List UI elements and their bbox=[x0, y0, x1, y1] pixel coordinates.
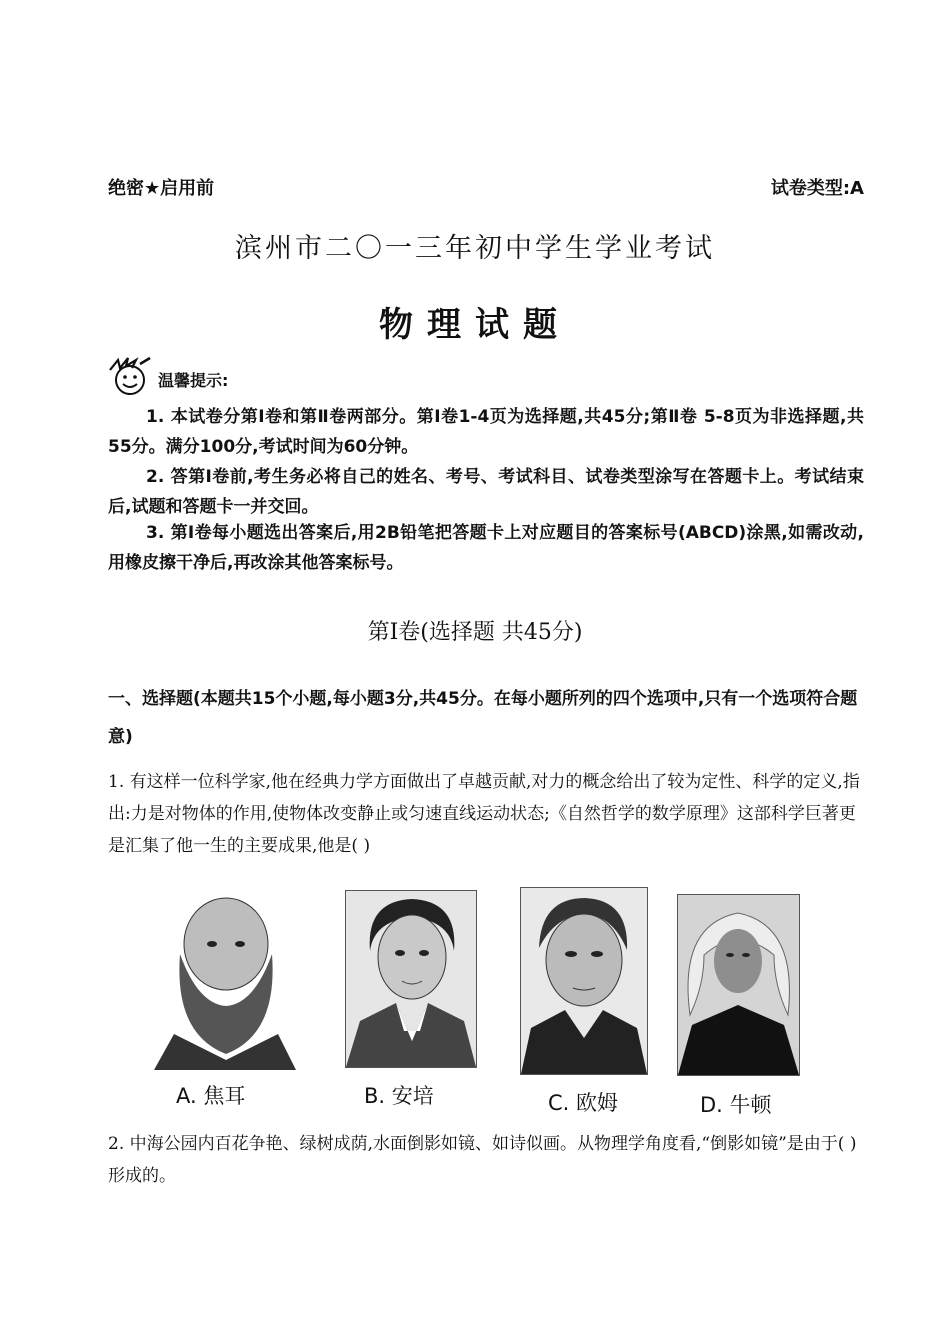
portrait-ohm bbox=[520, 887, 648, 1075]
tip-item-3: 3. 第Ⅰ卷每小题选出答案后,用2B铅笔把答题卡上对应题目的答案标号(ABCD)涂黑,如需改动,用橡皮擦干净后,再改涂其他答案标号。 bbox=[108, 523, 864, 573]
option-c-label: C. 欧姆 bbox=[548, 1091, 619, 1115]
paper-type-label: 试卷类型:A bbox=[770, 178, 864, 199]
secret-label: 绝密★启用前 bbox=[108, 178, 215, 199]
tip-item-1: 1. 本试卷分第Ⅰ卷和第Ⅱ卷两部分。第Ⅰ卷1-4页为选择题,共45分;第Ⅱ卷 5-8页为非选择题,共55分。满分100分,考试时间为60分钟。 bbox=[108, 407, 864, 457]
subject-title: 物理试题 bbox=[379, 305, 571, 345]
part-heading: 一、选择题(本题共15个小题,每小题3分,共45分。在每小题所列的四个选项中,只有一个选项符合题意) bbox=[108, 689, 858, 747]
smiley-icon bbox=[106, 356, 154, 398]
option-d-label: D. 牛顿 bbox=[700, 1093, 772, 1117]
portrait-newton bbox=[677, 894, 800, 1076]
portrait-ampere bbox=[345, 890, 477, 1068]
section-title: 第Ⅰ卷(选择题 共45分) bbox=[367, 620, 583, 645]
tip-item-2: 2. 答第Ⅰ卷前,考生务必将自己的姓名、考号、考试科目、试卷类型涂写在答题卡上。考试结束后,试题和答题卡一并交回。 bbox=[108, 467, 864, 517]
tips-title: 温馨提示: bbox=[158, 371, 229, 390]
option-b-label: B. 安培 bbox=[364, 1084, 434, 1108]
portrait-joule bbox=[144, 884, 306, 1070]
question-1-text: 1. 有这样一位科学家,他在经典力学方面做出了卓越贡献,对力的概念给出了较为定性、科学的定义,指出:力是对物体的作用,使物体改变静止或匀速直线运动状态;《自然哲学的数学原理》这部科学巨著更是汇集了他一生的主要成果,他是( ) bbox=[108, 772, 860, 856]
exam-title: 滨州市二〇一三年初中学生学业考试 bbox=[235, 233, 715, 264]
option-a-label: A. 焦耳 bbox=[176, 1084, 246, 1108]
question-2-text: 2. 中海公园内百花争艳、绿树成荫,水面倒影如镜、如诗似画。从物理学角度看,“倒影如镜”是由于( )形成的。 bbox=[108, 1134, 857, 1186]
